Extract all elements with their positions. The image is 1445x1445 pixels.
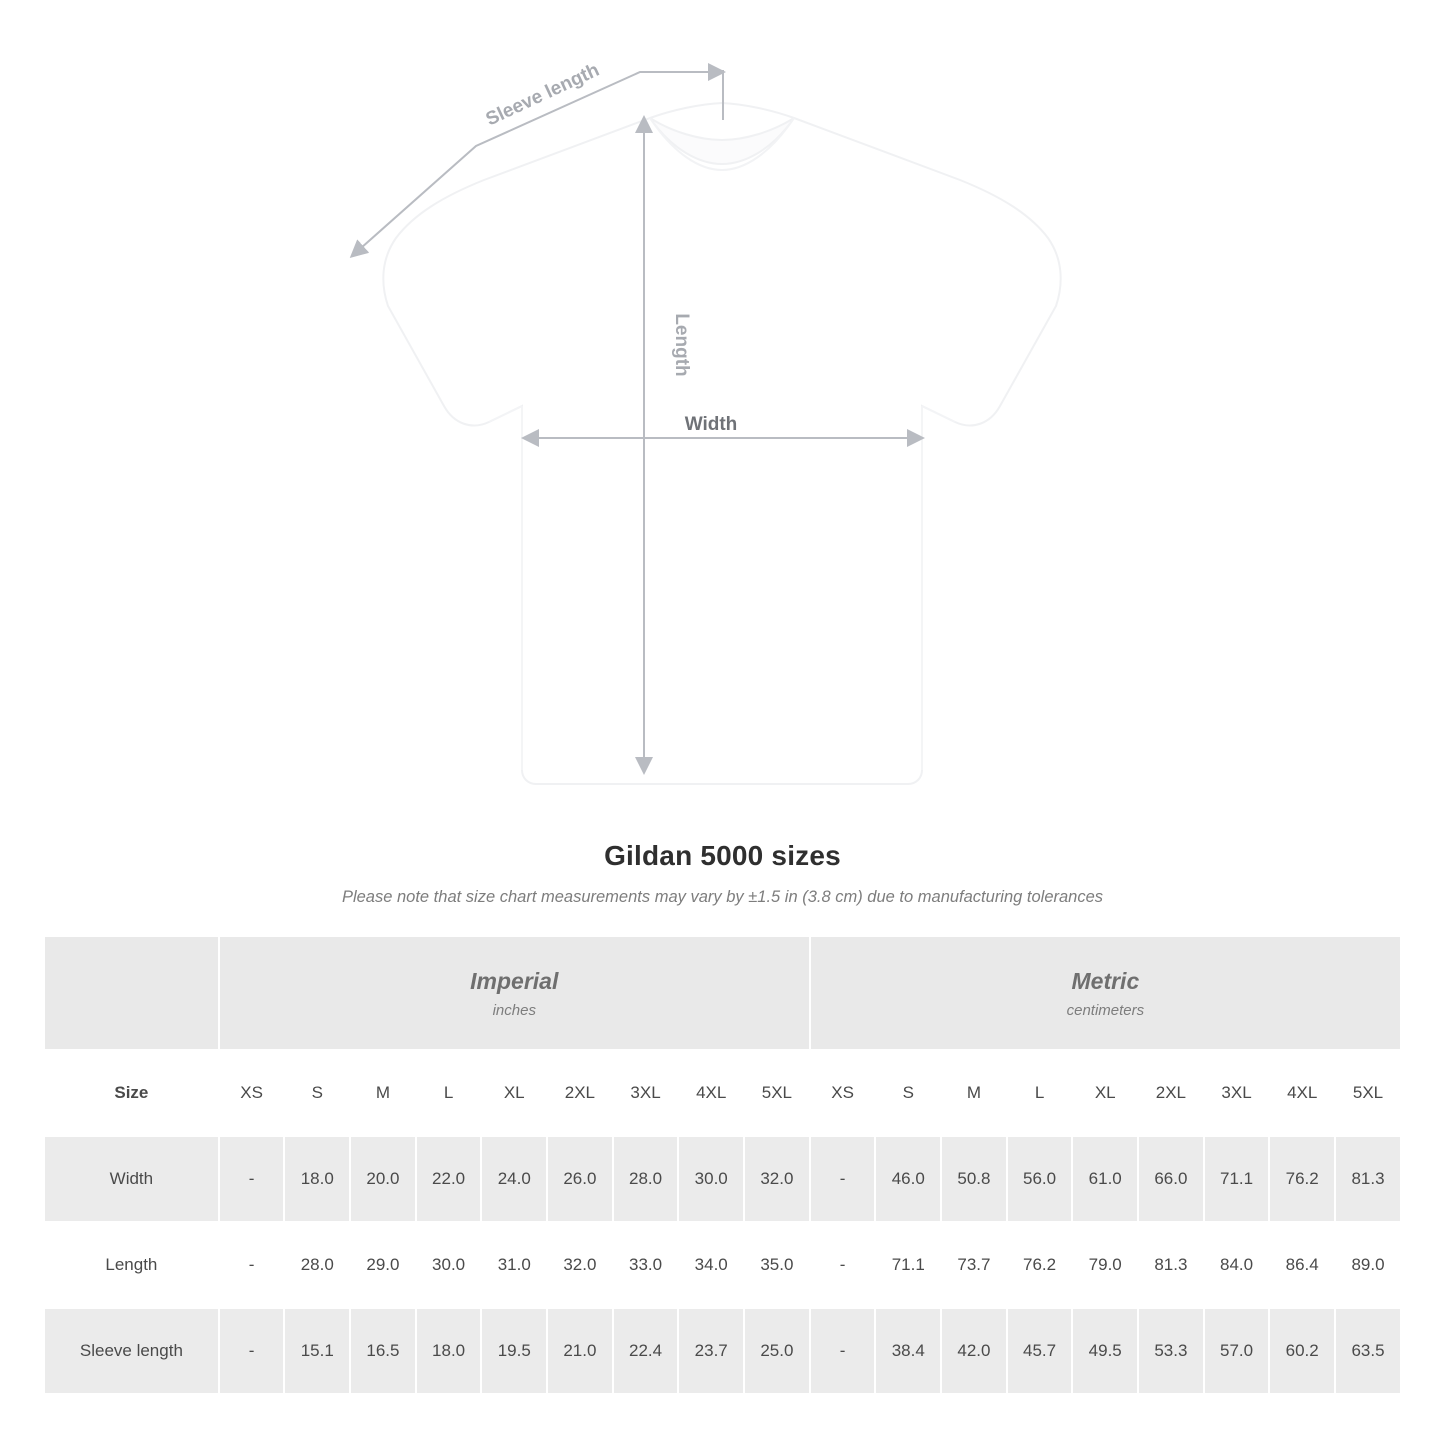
length-imperial-m: 29.0 [350,1222,416,1308]
size-cell-imperial-5xl: 5XL [744,1050,810,1136]
size-cell-imperial-m: M [350,1050,416,1136]
length-label: Length [671,313,692,377]
size-cell-imperial-4xl: 4XL [678,1050,744,1136]
sleeve-imperial-xl: 19.5 [481,1308,547,1394]
length-metric-xs: - [810,1222,876,1308]
width-imperial-xs: - [219,1136,285,1222]
metric-sublabel: centimeters [1066,1001,1145,1019]
size-cell-metric-s: S [875,1050,941,1136]
width-imperial-2xl: 26.0 [547,1136,613,1222]
sleeve-metric-2xl: 53.3 [1138,1308,1204,1394]
metric-header [810,936,1401,1050]
width-imperial-s: 18.0 [284,1136,350,1222]
width-imperial-m: 20.0 [350,1136,416,1222]
metric-label: Metric [1071,968,1140,995]
sleeve-length-label: Sleeve length [482,59,603,131]
size-cell-imperial-s: S [284,1050,350,1136]
size-cell-metric-xl: XL [1072,1050,1138,1136]
sleeve-metric-xs: - [810,1308,876,1394]
sleeve-imperial-4xl: 23.7 [678,1308,744,1394]
width-metric-m: 50.8 [941,1136,1007,1222]
width-imperial-l: 22.0 [416,1136,482,1222]
imperial-sublabel: inches [492,1001,536,1019]
sleeve-metric-4xl: 60.2 [1269,1308,1335,1394]
width-label: Width [684,414,738,435]
length-metric-3xl: 84.0 [1204,1222,1270,1308]
size-cell-metric-5xl: 5XL [1335,1050,1401,1136]
sleeve-metric-5xl: 63.5 [1335,1308,1401,1394]
length-metric-xl: 79.0 [1072,1222,1138,1308]
sleeve-imperial-m: 16.5 [350,1308,416,1394]
length-metric-2xl: 81.3 [1138,1222,1204,1308]
width-metric-3xl: 71.1 [1204,1136,1270,1222]
length-imperial-2xl: 32.0 [547,1222,613,1308]
width-imperial-4xl: 30.0 [678,1136,744,1222]
length-metric-5xl: 89.0 [1335,1222,1401,1308]
size-cell-metric-m: M [941,1050,1007,1136]
sleeve-imperial-3xl: 22.4 [613,1308,679,1394]
width-imperial-3xl: 28.0 [613,1136,679,1222]
unit-header-row [44,936,1401,1050]
size-header-row [44,1050,1401,1136]
row-label-length: Length [44,1222,219,1308]
row-label-width: Width [44,1136,219,1222]
length-imperial-xs: - [219,1222,285,1308]
size-cell-imperial-3xl: 3XL [613,1050,679,1136]
length-metric-s: 71.1 [875,1222,941,1308]
sleeve-imperial-l: 18.0 [416,1308,482,1394]
length-imperial-3xl: 33.0 [613,1222,679,1308]
sleeve-metric-m: 42.0 [941,1308,1007,1394]
row-label-sleeve-length: Sleeve length [44,1308,219,1394]
width-metric-2xl: 66.0 [1138,1136,1204,1222]
size-cell-metric-4xl: 4XL [1269,1050,1335,1136]
title-block [0,840,1445,907]
width-metric-xs: - [810,1136,876,1222]
sleeve-metric-l: 45.7 [1007,1308,1073,1394]
sleeve-metric-3xl: 57.0 [1204,1308,1270,1394]
size-cell-imperial-xl: XL [481,1050,547,1136]
length-metric-4xl: 86.4 [1269,1222,1335,1308]
imperial-header [219,936,810,1050]
table-row [44,1222,1401,1308]
sleeve-imperial-2xl: 21.0 [547,1308,613,1394]
page-title: Gildan 5000 sizes [604,840,841,871]
width-imperial-xl: 24.0 [481,1136,547,1222]
length-imperial-4xl: 34.0 [678,1222,744,1308]
size-cell-metric-xs: XS [810,1050,876,1136]
width-metric-l: 56.0 [1007,1136,1073,1222]
imperial-label: Imperial [470,968,559,995]
size-cell-metric-2xl: 2XL [1138,1050,1204,1136]
length-imperial-5xl: 35.0 [744,1222,810,1308]
sleeve-imperial-s: 15.1 [284,1308,350,1394]
length-imperial-xl: 31.0 [481,1222,547,1308]
size-cell-imperial-l: L [416,1050,482,1136]
length-imperial-s: 28.0 [284,1222,350,1308]
unit-header-blank [44,936,219,1050]
size-cell-metric-3xl: 3XL [1204,1050,1270,1136]
sleeve-imperial-xs: - [219,1308,285,1394]
sleeve-metric-s: 38.4 [875,1308,941,1394]
size-table-wrapper [43,935,1402,1395]
tshirt-shape [383,103,1060,784]
tolerance-note: Please note that size chart measurements may vary by ±1.5 in (3.8 cm) due to manufacturing tolerances [341,888,1104,906]
width-metric-4xl: 76.2 [1269,1136,1335,1222]
size-row-label: Size [44,1050,219,1136]
table-row [44,1308,1401,1394]
width-metric-5xl: 81.3 [1335,1136,1401,1222]
width-imperial-5xl: 32.0 [744,1136,810,1222]
size-cell-imperial-xs: XS [219,1050,285,1136]
width-metric-s: 46.0 [875,1136,941,1222]
table-row [44,1136,1401,1222]
length-metric-m: 73.7 [941,1222,1007,1308]
width-metric-xl: 61.0 [1072,1136,1138,1222]
sleeve-metric-xl: 49.5 [1072,1308,1138,1394]
size-cell-imperial-2xl: 2XL [547,1050,613,1136]
size-cell-metric-l: L [1007,1050,1073,1136]
size-table [43,935,1402,1395]
length-imperial-l: 30.0 [416,1222,482,1308]
length-metric-l: 76.2 [1007,1222,1073,1308]
sleeve-imperial-5xl: 25.0 [744,1308,810,1394]
